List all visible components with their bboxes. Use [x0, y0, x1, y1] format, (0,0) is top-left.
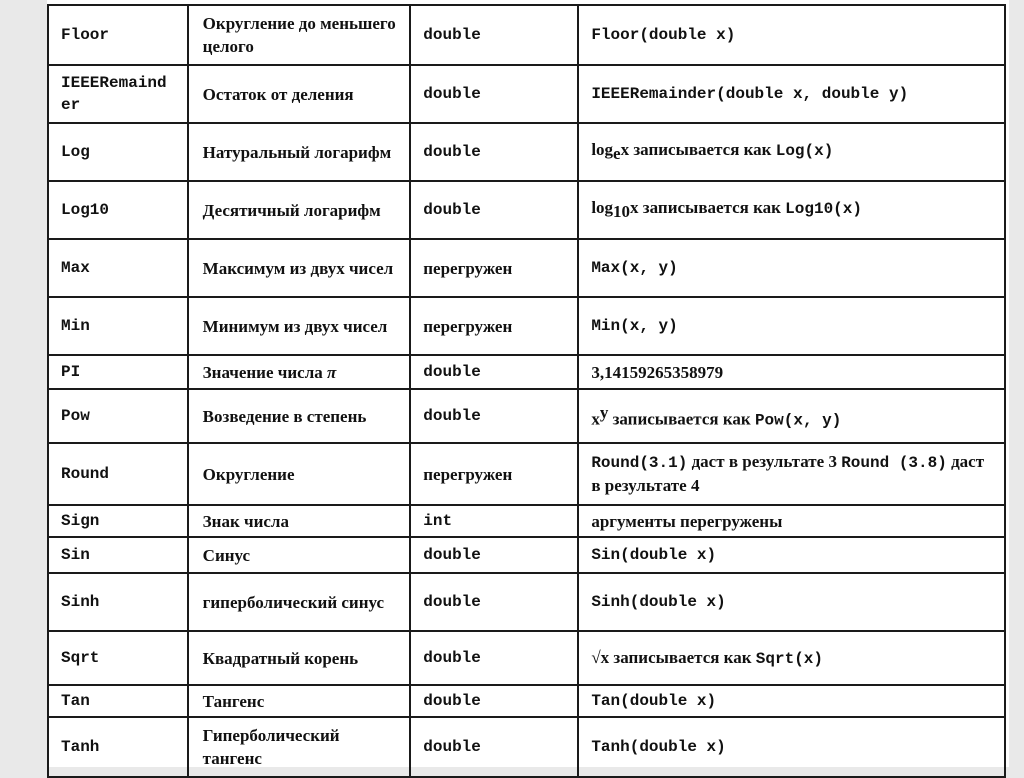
return-type: double [410, 5, 578, 65]
table-row [48, 443, 1005, 505]
note-code: Log10(x) [785, 200, 862, 219]
note-subscript: e [613, 144, 621, 164]
note-code: Sqrt(x) [755, 650, 823, 668]
table-row [48, 355, 1005, 389]
table-row [48, 123, 1005, 181]
usage-note: 3,14159265358979 [578, 355, 1005, 389]
function-name: Tanh [48, 717, 188, 777]
function-name: Floor [48, 5, 188, 65]
function-description: гиперболический синус [188, 573, 411, 631]
return-type: double [410, 537, 578, 573]
function-name: Sign [48, 505, 188, 537]
table-row [48, 505, 1005, 537]
function-description: Остаток от деления [188, 65, 411, 123]
return-type: double [410, 717, 578, 777]
usage-note: Floor(double x) [578, 5, 1005, 65]
note-middle: x записывается как [620, 140, 776, 160]
return-type: double [410, 685, 578, 717]
description-text: Значение числа [202, 362, 327, 382]
function-description: Квадратный корень [188, 631, 411, 685]
function-name: IEEERemainder [48, 65, 188, 123]
return-type: double [410, 355, 578, 389]
note-code: Pow(x, y) [754, 411, 842, 430]
table-row [48, 5, 1005, 65]
return-type: double [410, 573, 578, 631]
note-code-a: Round(3.1) [591, 454, 688, 472]
note-text-a: даст в результате 3 [687, 452, 842, 471]
function-description: Синус [188, 537, 411, 573]
table-row [48, 297, 1005, 355]
function-description: Натуральный логарифм [188, 123, 411, 181]
return-type: double [410, 389, 578, 443]
table-row [48, 181, 1005, 239]
function-name: Log10 [48, 181, 188, 239]
return-type: double [410, 65, 578, 123]
table-row [48, 537, 1005, 573]
math-functions-table [47, 4, 1006, 778]
note-subscript: 10 [613, 202, 631, 222]
return-type: double [410, 181, 578, 239]
usage-note: Sinh(double x) [578, 573, 1005, 631]
function-name: Tan [48, 685, 188, 717]
note-middle: x записывается как [630, 198, 786, 218]
table-row [48, 717, 1005, 777]
function-description: Знак числа [188, 505, 411, 537]
note-superscript: y [599, 402, 609, 422]
function-description: Возведение в степень [188, 389, 411, 443]
return-type: перегружен [410, 297, 578, 355]
note-code-b: Round (3.8) [841, 454, 947, 472]
function-description: Округление [188, 443, 411, 505]
return-type: перегружен [410, 443, 578, 505]
function-name: Sinh [48, 573, 188, 631]
function-description: Округление до меньшего целого [188, 5, 411, 65]
function-name: PI [48, 355, 188, 389]
function-description: Тангенс [188, 685, 411, 717]
note-text-b: даст в результате 4 [591, 452, 985, 495]
return-type: double [410, 631, 578, 685]
table-row [48, 239, 1005, 297]
function-description [188, 355, 411, 389]
note-prefix: x [591, 409, 600, 429]
usage-note: Sin(double x) [578, 537, 1005, 573]
usage-note: IEEERemainder(double x, double y) [578, 65, 1005, 123]
usage-note [578, 181, 1005, 239]
return-type: int [410, 505, 578, 537]
usage-note: Tanh(double x) [578, 717, 1005, 777]
table-row [48, 631, 1005, 685]
note-prefix: log [591, 198, 614, 218]
note-code: Log(x) [775, 142, 834, 161]
function-name: Max [48, 239, 188, 297]
usage-note: Min(x, y) [578, 297, 1005, 355]
function-name: Min [48, 297, 188, 355]
return-type: перегружен [410, 239, 578, 297]
function-description: Максимум из двух чисел [188, 239, 411, 297]
table-row [48, 573, 1005, 631]
return-type: double [410, 123, 578, 181]
function-name: Pow [48, 389, 188, 443]
table-row [48, 685, 1005, 717]
note-prefix: √x записывается как [591, 648, 756, 667]
usage-note: Max(x, y) [578, 239, 1005, 297]
function-name: Sin [48, 537, 188, 573]
usage-note: Tan(double x) [578, 685, 1005, 717]
function-description: Минимум из двух чисел [188, 297, 411, 355]
usage-note [578, 389, 1005, 443]
usage-note [578, 443, 1005, 505]
usage-note [578, 123, 1005, 181]
function-name: Sqrt [48, 631, 188, 685]
function-name: Round [48, 443, 188, 505]
note-middle: записывается как [608, 409, 755, 429]
usage-note [578, 631, 1005, 685]
table-row [48, 389, 1005, 443]
function-description: Гиперболический тангенс [188, 717, 411, 777]
usage-note: аргументы перегружены [578, 505, 1005, 537]
note-prefix: log [591, 140, 614, 160]
pi-symbol: π [327, 362, 337, 382]
function-name: Log [48, 123, 188, 181]
function-description: Десятичный логарифм [188, 181, 411, 239]
document-page [47, 0, 1009, 767]
table-row [48, 65, 1005, 123]
